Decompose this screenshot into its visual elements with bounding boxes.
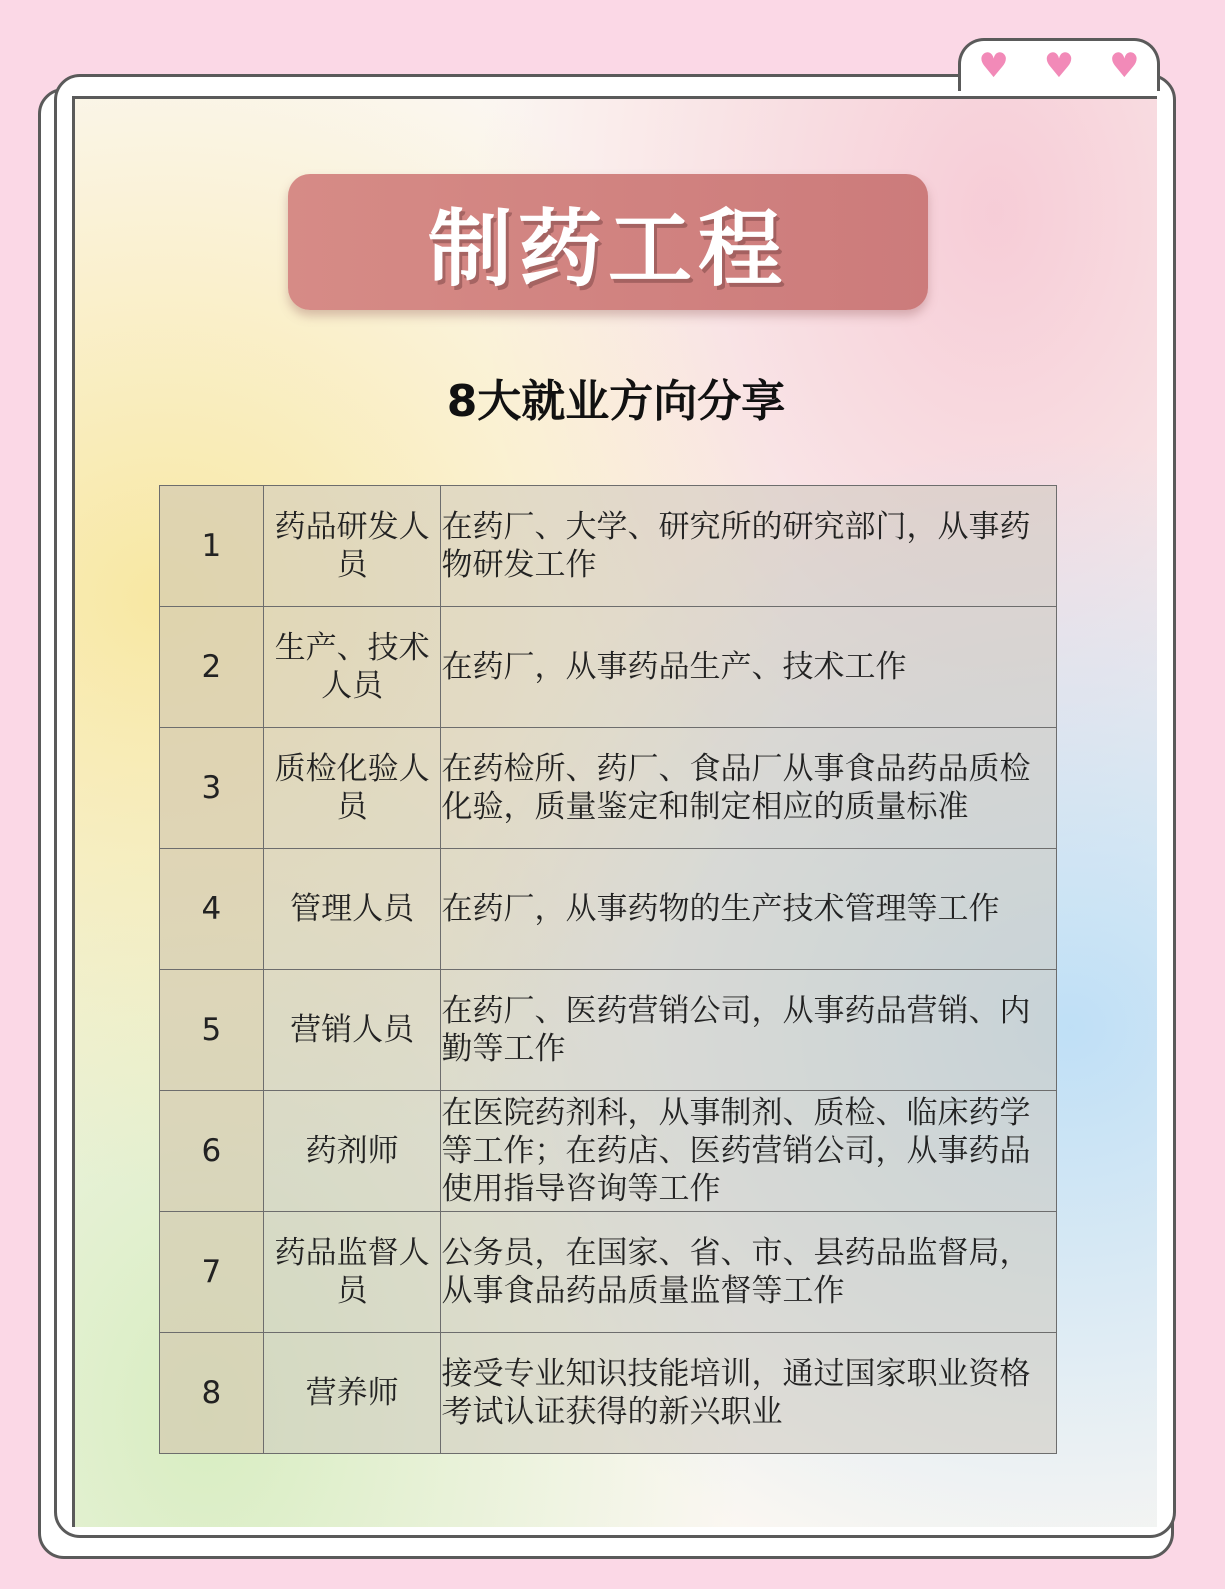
row-number: 8: [160, 1333, 264, 1454]
hearts-tab: [958, 38, 1160, 91]
role-cell: 药品监督人员: [263, 1212, 441, 1333]
row-number: 4: [160, 849, 264, 970]
description-cell: 在药检所、药厂、食品厂从事食品药品质检化验，质量鉴定和制定相应的质量标准: [441, 728, 1057, 849]
table-row: [160, 970, 1057, 1091]
role-cell: 药剂师: [263, 1091, 441, 1212]
career-table: [159, 485, 1057, 1454]
description-cell: 在药厂、医药营销公司，从事药品营销、内勤等工作: [441, 970, 1057, 1091]
heart-icon: ♥: [1043, 46, 1075, 86]
role-cell: 管理人员: [263, 849, 441, 970]
description-cell: 接受专业知识技能培训，通过国家职业资格考试认证获得的新兴职业: [441, 1333, 1057, 1454]
content-panel: [72, 96, 1157, 1527]
description-cell: 在药厂，从事药品生产、技术工作: [441, 607, 1057, 728]
table-row: [160, 486, 1057, 607]
role-cell: 生产、技术人员: [263, 607, 441, 728]
page-subtitle: 8大就业方向分享: [446, 376, 786, 427]
table-row: [160, 1333, 1057, 1454]
table-row: [160, 728, 1057, 849]
table-row: [160, 1091, 1057, 1212]
heart-icon: ♥: [978, 46, 1009, 86]
role-cell: 营销人员: [263, 970, 441, 1091]
heart-icon: ♥: [1109, 46, 1140, 86]
description-cell: 在药厂，从事药物的生产技术管理等工作: [441, 849, 1057, 970]
description-cell: 公务员，在国家、省、市、县药品监督局，从事食品药品质量监督等工作: [441, 1212, 1057, 1333]
role-cell: 药品研发人员: [263, 486, 441, 607]
row-number: 5: [160, 970, 264, 1091]
title-banner: [288, 174, 928, 310]
row-number: 2: [160, 607, 264, 728]
row-number: 6: [160, 1091, 264, 1212]
table-row: [160, 1212, 1057, 1333]
description-cell: 在药厂、大学、研究所的研究部门，从事药物研发工作: [441, 486, 1057, 607]
row-number: 3: [160, 728, 264, 849]
page-title: 制药工程: [427, 199, 788, 298]
role-cell: 质检化验人员: [263, 728, 441, 849]
table-row: [160, 849, 1057, 970]
table-row: [160, 607, 1057, 728]
role-cell: 营养师: [263, 1333, 441, 1454]
row-number: 7: [160, 1212, 264, 1333]
description-cell: 在医院药剂科，从事制剂、质检、临床药学等工作；在药店、医药营销公司，从事药品使用指导咨询等工作: [441, 1091, 1057, 1212]
row-number: 1: [160, 486, 264, 607]
